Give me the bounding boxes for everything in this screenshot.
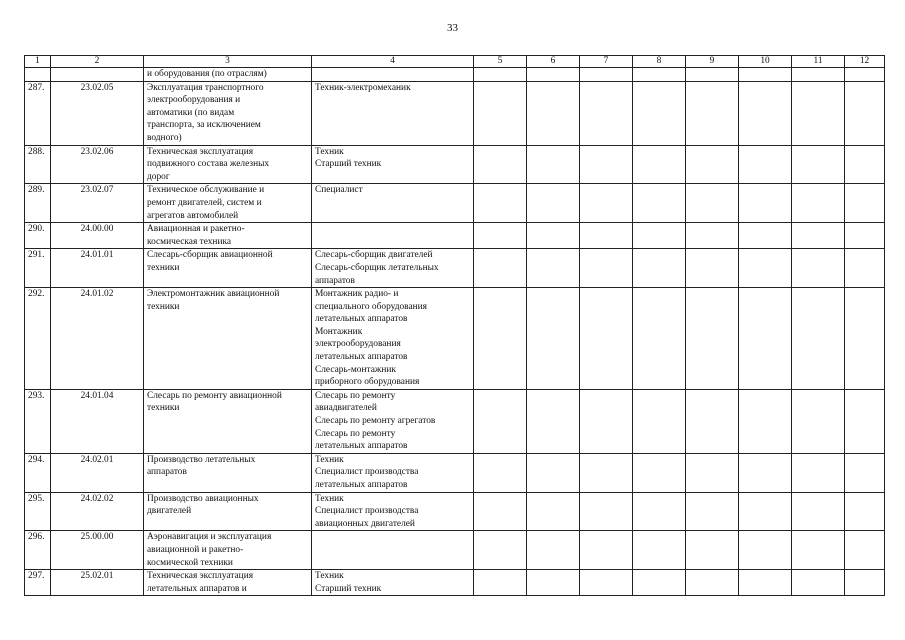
column-header: 1: [25, 56, 51, 68]
header-row: [25, 56, 885, 68]
empty-cell: [527, 81, 580, 145]
empty-cell: [580, 145, 633, 184]
table-row: [25, 288, 885, 390]
qualification-line: Техник: [315, 493, 344, 504]
empty-cell: [580, 81, 633, 145]
empty-cell: [580, 249, 633, 288]
specialty-name-line: Производство летательных: [147, 454, 256, 465]
empty-cell: [845, 492, 885, 531]
empty-cell: [527, 288, 580, 390]
specialty-name: [144, 249, 312, 288]
column-header: 4: [312, 56, 474, 68]
empty-cell: [580, 570, 633, 596]
empty-cell: [739, 570, 792, 596]
empty-cell: [686, 288, 739, 390]
empty-cell: [845, 453, 885, 492]
empty-cell: [686, 492, 739, 531]
qualification-list: [312, 492, 474, 531]
specialty-name-line: двигателей: [147, 506, 192, 517]
specialty-name-line: техники: [147, 301, 180, 312]
qualification-list: [312, 249, 474, 288]
specialty-name: [144, 223, 312, 249]
qualification-line: Техник-электромеханик: [315, 82, 411, 93]
table-row: [25, 81, 885, 145]
specialty-name-line: и оборудования (по отраслям): [147, 69, 267, 79]
empty-cell: [474, 145, 527, 184]
empty-cell: [845, 145, 885, 184]
empty-cell: [792, 288, 845, 390]
table-row: [25, 223, 885, 249]
specialty-name: [144, 68, 312, 82]
page-number: 33: [447, 22, 458, 34]
empty-cell: [739, 81, 792, 145]
qualification-list: [312, 223, 474, 249]
table-row: [25, 453, 885, 492]
empty-cell: [845, 389, 885, 453]
empty-cell: [792, 492, 845, 531]
qualification-list: [312, 389, 474, 453]
specialty-code: 25.02.01: [51, 570, 144, 596]
empty-cell: [474, 389, 527, 453]
qualification-line: электрооборудования: [315, 339, 401, 350]
empty-cell: [474, 288, 527, 390]
empty-cell: [527, 453, 580, 492]
specialty-name-line: Слесарь-сборщик авиационной: [147, 250, 273, 261]
empty-cell: [580, 184, 633, 223]
specialty-name-line: авиационной и ракетно-: [147, 544, 244, 555]
specialty-name-line: Аэронавигация и эксплуатация: [147, 532, 272, 543]
empty-cell: [474, 249, 527, 288]
empty-cell: [739, 531, 792, 570]
empty-cell: [633, 249, 686, 288]
specialty-code: 24.02.01: [51, 453, 144, 492]
empty-cell: [527, 68, 580, 82]
empty-cell: [474, 492, 527, 531]
continuation-row: [25, 68, 885, 82]
specialty-code: [51, 68, 144, 82]
empty-cell: [580, 492, 633, 531]
column-header: 8: [633, 56, 686, 68]
empty-cell: [792, 184, 845, 223]
qualification-list: [312, 531, 474, 570]
empty-cell: [739, 68, 792, 82]
empty-cell: [474, 570, 527, 596]
column-header: 10: [739, 56, 792, 68]
table-row: [25, 249, 885, 288]
empty-cell: [633, 570, 686, 596]
column-header: 11: [792, 56, 845, 68]
specialty-code: 24.02.02: [51, 492, 144, 531]
qualification-list: [312, 81, 474, 145]
empty-cell: [527, 184, 580, 223]
row-number: 289.: [25, 184, 51, 223]
empty-cell: [845, 531, 885, 570]
qualification-line: авиадвигателей: [315, 403, 377, 414]
empty-cell: [474, 531, 527, 570]
row-number: 297.: [25, 570, 51, 596]
empty-cell: [845, 288, 885, 390]
specialty-name-line: Авиационная и ракетно-: [147, 224, 245, 235]
qualification-line: Специалист производства: [315, 467, 419, 478]
specialty-name-line: Слесарь по ремонту авиационной: [147, 390, 282, 401]
empty-cell: [580, 389, 633, 453]
qualification-line: авиационных двигателей: [315, 518, 415, 529]
qualification-line: Специалист производства: [315, 506, 419, 517]
specialty-code: 24.01.01: [51, 249, 144, 288]
empty-cell: [474, 81, 527, 145]
empty-cell: [686, 184, 739, 223]
empty-cell: [739, 492, 792, 531]
empty-cell: [739, 145, 792, 184]
specialty-code: 25.00.00: [51, 531, 144, 570]
empty-cell: [845, 81, 885, 145]
specialty-name-line: техники: [147, 403, 180, 414]
specialty-name-line: подвижного состава железных: [147, 159, 270, 170]
specialty-name-line: аппаратов: [147, 467, 187, 478]
specialty-code: 24.01.02: [51, 288, 144, 390]
qualification-line: Монтажник: [315, 326, 363, 337]
specialty-name-line: Производство авиационных: [147, 493, 259, 504]
empty-cell: [739, 453, 792, 492]
column-header: 7: [580, 56, 633, 68]
empty-cell: [474, 68, 527, 82]
empty-cell: [527, 249, 580, 288]
empty-cell: [845, 184, 885, 223]
qualification-line: приборного оборудования: [315, 377, 420, 388]
empty-cell: [792, 223, 845, 249]
specialty-name-line: Техническое обслуживание и: [147, 185, 265, 196]
qualification-list: [312, 453, 474, 492]
qualification-list: [312, 68, 474, 82]
qualification-line: аппаратов: [315, 275, 355, 286]
specialty-name: [144, 453, 312, 492]
specialty-name-line: дорог: [147, 171, 170, 182]
empty-cell: [686, 389, 739, 453]
qualification-list: [312, 288, 474, 390]
empty-cell: [580, 531, 633, 570]
empty-cell: [792, 531, 845, 570]
specialty-name: [144, 145, 312, 184]
qualification-line: летательных аппаратов: [315, 314, 408, 325]
empty-cell: [633, 531, 686, 570]
row-number: 296.: [25, 531, 51, 570]
empty-cell: [792, 453, 845, 492]
row-number: 294.: [25, 453, 51, 492]
empty-cell: [474, 223, 527, 249]
specialty-code: 24.00.00: [51, 223, 144, 249]
specialty-name: [144, 570, 312, 596]
empty-cell: [792, 389, 845, 453]
empty-cell: [474, 453, 527, 492]
row-number: 293.: [25, 389, 51, 453]
qualification-line: Слесарь по ремонту агрегатов: [315, 416, 436, 427]
empty-cell: [633, 288, 686, 390]
specialty-name-line: Техническая эксплуатация: [147, 571, 254, 582]
column-header: 6: [527, 56, 580, 68]
empty-cell: [845, 68, 885, 82]
row-number: [25, 68, 51, 82]
qualification-line: Слесарь-монтажник: [315, 364, 396, 375]
qualification-line: Техник: [315, 571, 344, 582]
column-header: 12: [845, 56, 885, 68]
empty-cell: [739, 389, 792, 453]
empty-cell: [527, 531, 580, 570]
column-header: 2: [51, 56, 144, 68]
empty-cell: [792, 81, 845, 145]
column-header: 3: [144, 56, 312, 68]
column-header: 9: [686, 56, 739, 68]
table-row: [25, 531, 885, 570]
empty-cell: [686, 570, 739, 596]
specialty-name-line: агрегатов автомобилей: [147, 210, 239, 221]
specialty-name-line: электрооборудования и: [147, 95, 241, 106]
empty-cell: [792, 249, 845, 288]
qualification-line: Старший техник: [315, 583, 382, 594]
row-number: 292.: [25, 288, 51, 390]
qualification-line: Специалист: [315, 185, 363, 196]
empty-cell: [686, 223, 739, 249]
empty-cell: [633, 81, 686, 145]
qualification-line: Старший техник: [315, 159, 382, 170]
table-row: [25, 389, 885, 453]
empty-cell: [739, 288, 792, 390]
empty-cell: [633, 184, 686, 223]
specialty-code: 23.02.05: [51, 81, 144, 145]
empty-cell: [845, 249, 885, 288]
empty-cell: [792, 145, 845, 184]
specialty-name: [144, 288, 312, 390]
specialty-name-line: Техническая эксплуатация: [147, 146, 254, 157]
empty-cell: [580, 288, 633, 390]
row-number: 287.: [25, 81, 51, 145]
specialty-name: [144, 492, 312, 531]
empty-cell: [527, 223, 580, 249]
specialty-name-line: ремонт двигателей, систем и: [147, 197, 262, 208]
specialty-code: 23.02.06: [51, 145, 144, 184]
empty-cell: [633, 492, 686, 531]
empty-cell: [686, 81, 739, 145]
empty-cell: [633, 68, 686, 82]
specialty-name: [144, 184, 312, 223]
specialty-name-line: космической техники: [147, 557, 233, 568]
specialty-name-line: автоматики (по видам: [147, 107, 235, 118]
qualification-list: [312, 145, 474, 184]
empty-cell: [845, 570, 885, 596]
empty-cell: [580, 223, 633, 249]
empty-cell: [633, 453, 686, 492]
specialty-name: [144, 81, 312, 145]
empty-cell: [792, 68, 845, 82]
specialty-name-line: Электромонтажник авиационной: [147, 289, 280, 300]
qualification-line: Слесарь по ремонту: [315, 428, 396, 439]
empty-cell: [686, 145, 739, 184]
qualification-line: летательных аппаратов: [315, 441, 408, 452]
table-row: [25, 145, 885, 184]
qualification-line: летательных аппаратов: [315, 480, 408, 490]
empty-cell: [686, 249, 739, 288]
empty-cell: [527, 492, 580, 531]
qualification-list: [312, 570, 474, 596]
empty-cell: [474, 184, 527, 223]
empty-cell: [633, 145, 686, 184]
table-row: [25, 570, 885, 596]
qualification-line: Техник: [315, 146, 344, 157]
specialty-code: 23.02.07: [51, 184, 144, 223]
column-header: 5: [474, 56, 527, 68]
table-row: [25, 492, 885, 531]
row-number: 290.: [25, 223, 51, 249]
empty-cell: [527, 145, 580, 184]
specialty-name: [144, 531, 312, 570]
qualification-line: Слесарь-сборщик летательных: [315, 262, 439, 273]
qualification-line: Монтажник радио- и: [315, 289, 399, 300]
qualification-line: Техник: [315, 454, 344, 465]
empty-cell: [845, 223, 885, 249]
specialty-name-line: транспорта, за исключением: [147, 120, 261, 131]
specialty-name-line: космическая техника: [147, 236, 232, 247]
empty-cell: [792, 570, 845, 596]
empty-cell: [739, 223, 792, 249]
empty-cell: [686, 68, 739, 82]
empty-cell: [739, 184, 792, 223]
row-number: 295.: [25, 492, 51, 531]
empty-cell: [633, 389, 686, 453]
qualification-line: специального оборудования: [315, 301, 427, 312]
empty-cell: [686, 531, 739, 570]
empty-cell: [580, 68, 633, 82]
empty-cell: [739, 249, 792, 288]
empty-cell: [527, 570, 580, 596]
specialty-name-line: летательных аппаратов и: [147, 583, 247, 594]
specialties-table: [24, 55, 885, 596]
empty-cell: [633, 223, 686, 249]
empty-cell: [686, 453, 739, 492]
row-number: 288.: [25, 145, 51, 184]
specialty-name-line: водного): [147, 132, 182, 143]
qualification-line: летательных аппаратов: [315, 352, 408, 363]
empty-cell: [527, 389, 580, 453]
empty-cell: [580, 453, 633, 492]
row-number: 291.: [25, 249, 51, 288]
qualification-line: Слесарь по ремонту: [315, 390, 396, 401]
specialty-name: [144, 389, 312, 453]
specialty-code: 24.01.04: [51, 389, 144, 453]
specialty-name-line: Эксплуатация транспортного: [147, 82, 264, 93]
qualification-line: Слесарь-сборщик двигателей: [315, 250, 433, 261]
specialty-name-line: техники: [147, 262, 180, 273]
table-row: [25, 184, 885, 223]
qualification-list: [312, 184, 474, 223]
